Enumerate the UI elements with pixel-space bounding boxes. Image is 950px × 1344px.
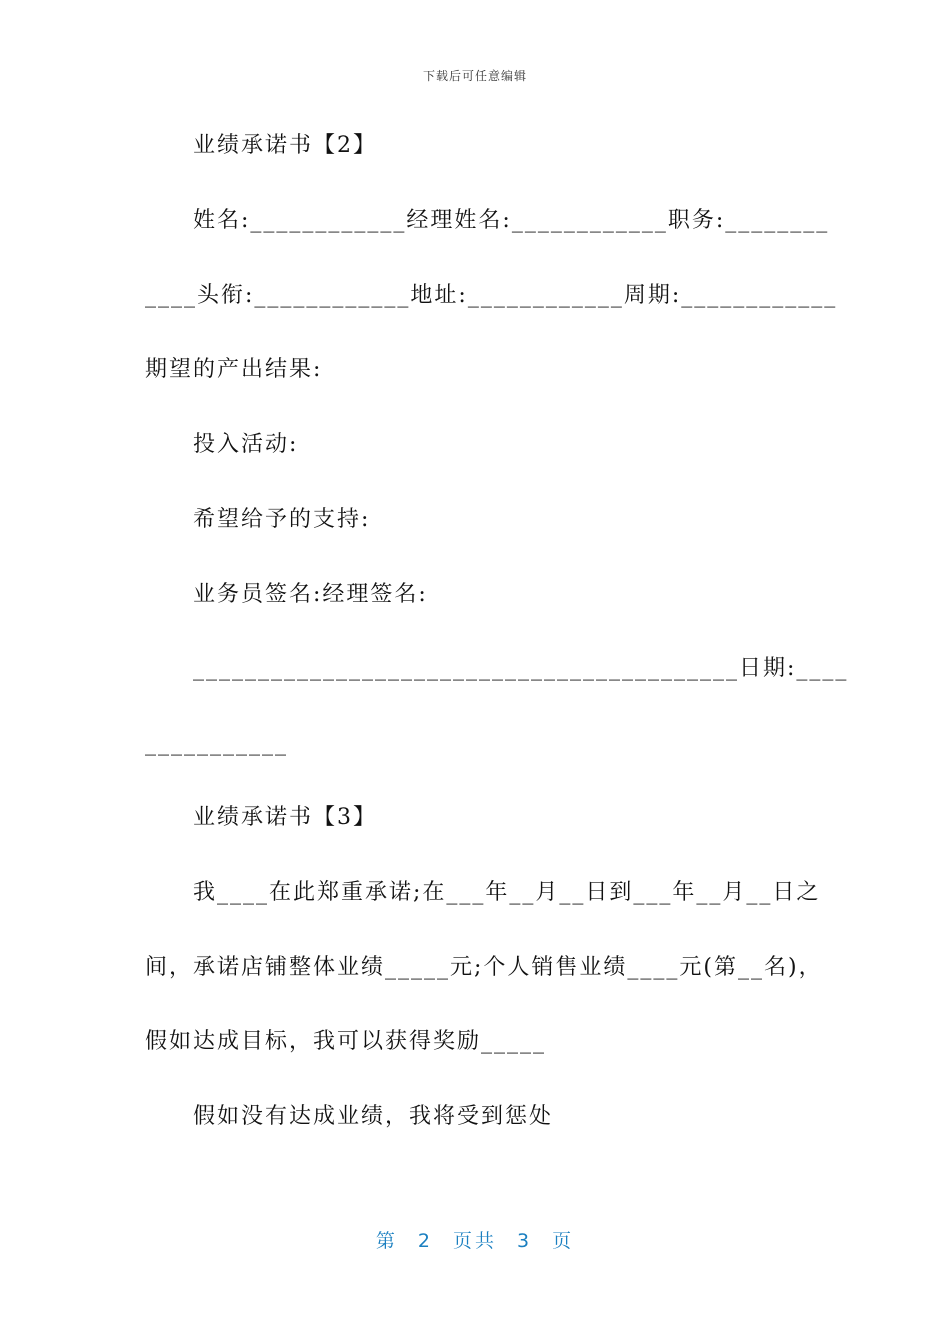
header-watermark: 下载后可任意编辑	[422, 69, 527, 83]
section2-line-input: 投入活动:	[193, 432, 299, 457]
section2-line-name: 姓名:____________经理姓名:____________职务:________	[193, 208, 830, 233]
page-number	[0, 1226, 950, 1253]
section2-title: 业绩承诺书【2】	[193, 133, 377, 158]
page-end-label: 页	[552, 1230, 575, 1252]
page-total-label: 页共	[452, 1230, 497, 1252]
page-label: 第	[375, 1230, 398, 1252]
section2-line-support: 希望给予的支持:	[193, 507, 371, 532]
page-total: 3	[517, 1230, 533, 1252]
page-current: 2	[417, 1230, 433, 1252]
section2-line-title: ____头衔:____________地址:____________周期:____________	[145, 283, 838, 308]
section2-line-expected: 期望的产出结果:	[145, 357, 323, 382]
section3-line-penalty: 假如没有达成业绩，我将受到惩处	[193, 1104, 554, 1129]
section2-line-signature: 业务员签名:经理签名:	[193, 582, 428, 607]
section2-line-date-blank: ___________	[145, 731, 288, 756]
section2-line-date: __________________________________________日期:____	[193, 656, 849, 681]
section3-line-reward: 假如达成目标，我可以获得奖励_____	[145, 1029, 547, 1054]
section3-line-sales: 间，承诺店铺整体业绩_____元;个人销售业绩____元(第__名)，	[145, 955, 823, 980]
section3-title: 业绩承诺书【3】	[193, 805, 377, 830]
section3-line-promise: 我____在此郑重承诺;在___年__月__日到___年__月__日之	[193, 880, 821, 905]
